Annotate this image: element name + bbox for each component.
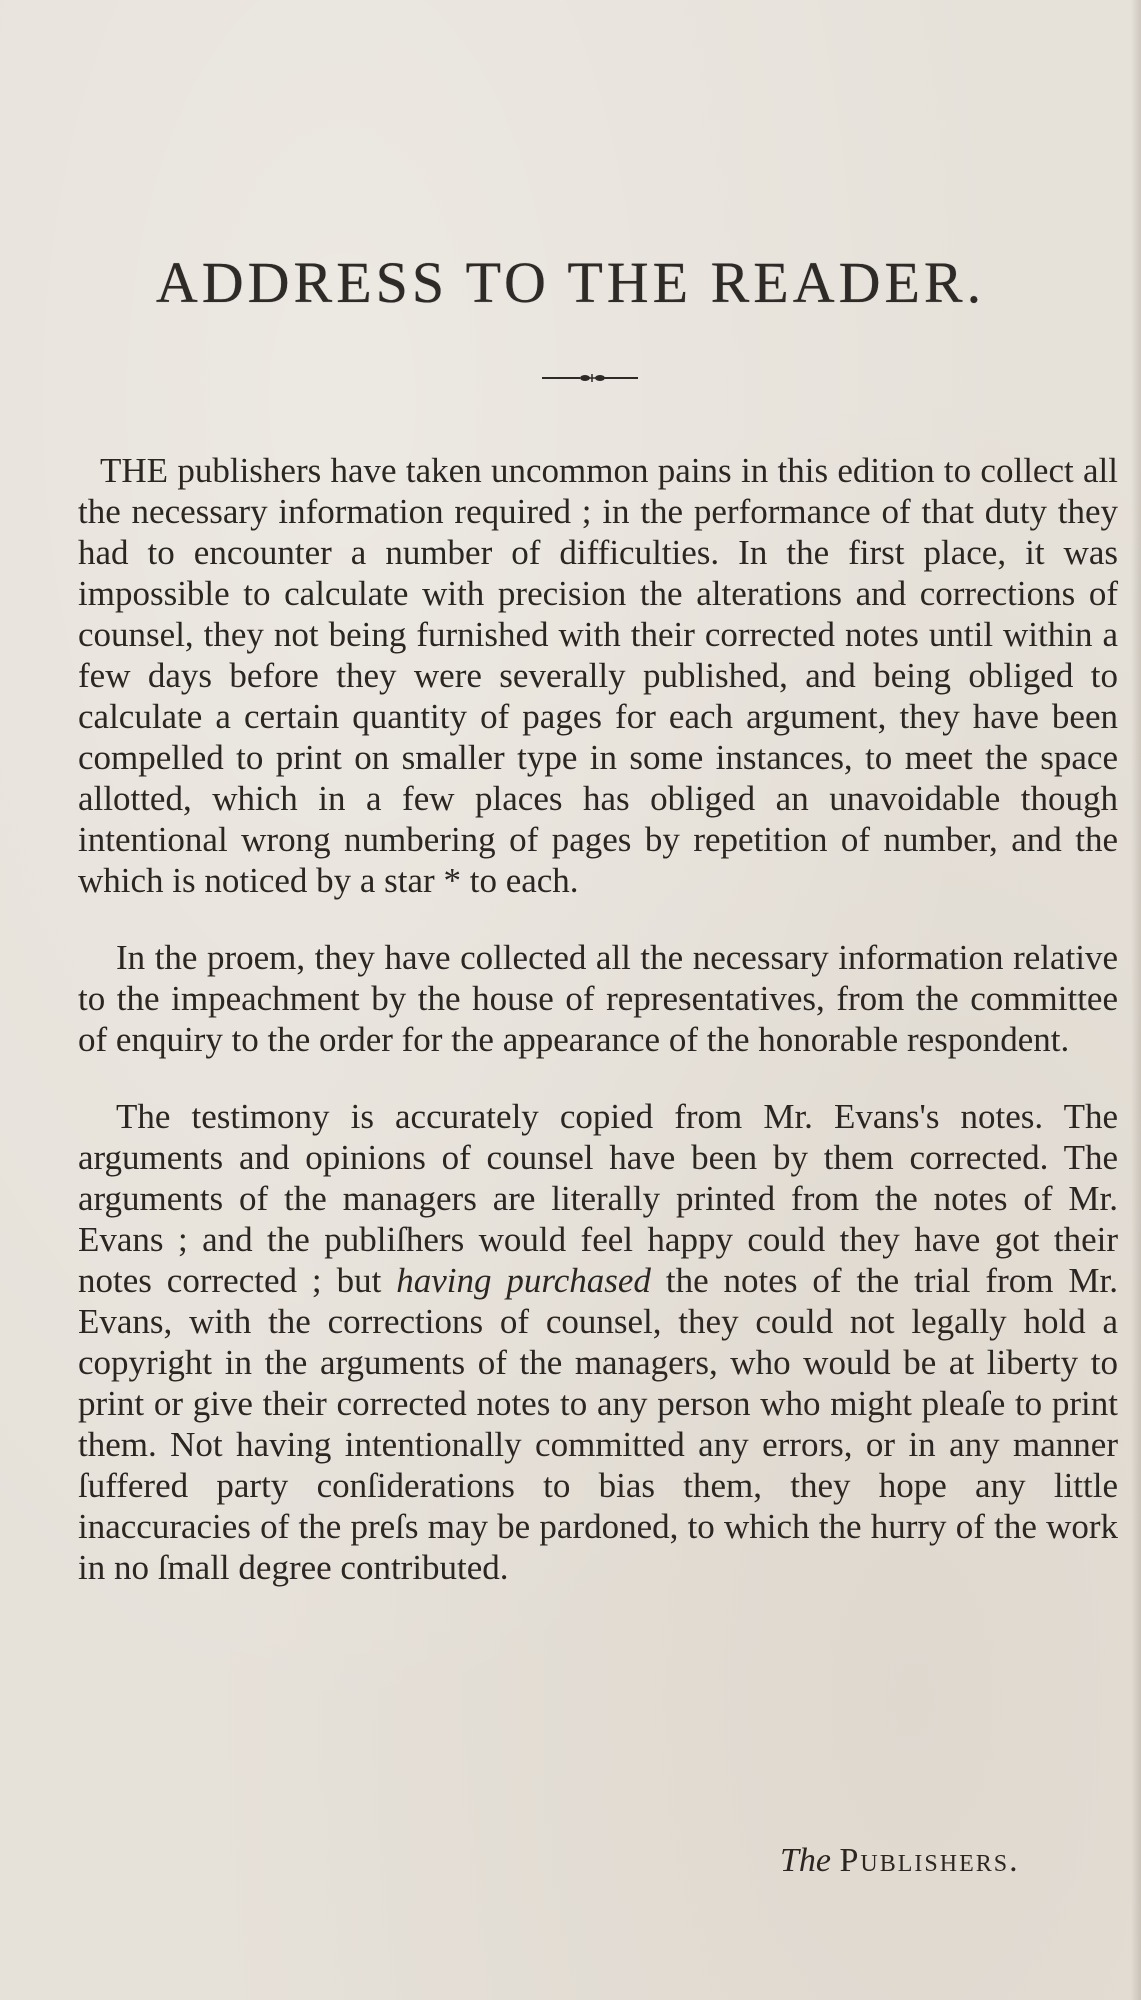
signature-name: Publishers. <box>839 1842 1020 1879</box>
signature <box>780 1842 1020 1880</box>
paragraph-3-italic: having purchased <box>396 1261 651 1300</box>
paragraph-2: In the proem, they have collected all the necessary information relative to the impeachment by the house of representatives, from the committee of enquiry to the order for the appearance of the honorable respondent. <box>78 938 1118 1059</box>
page-title: ADDRESS TO THE READER. <box>155 249 986 315</box>
body-text <box>78 450 1118 1588</box>
paragraph-1: THE publishers have taken uncommon pains in this edition to collect all the necessary information required ; in the performance of that duty they had to encounter a number of difficulties. In the first place, it was impossible to calculate with precision the alterations and corrections of counsel, they not being furnished with their corrected notes until within a few days before they were severally published, and being obliged to calculate a certain quantity of pages for each argument, they have been compelled to print on smaller type in some instances, to meet the space allotted, which in a few places has obliged an unavoidable though intentional wrong numbering of pages by repetition of number, and the which is noticed by a star * to each. <box>78 451 1118 900</box>
paragraph-3 <box>78 1096 1118 1588</box>
ornament-divider <box>540 372 640 384</box>
paragraph-3-part-1: The testimony is accurately copied from Mr. Evans's notes. The arguments and opinions of counsel have been by them corrected. The arguments of the managers are literally printed from the notes of Mr. Evans ; and the publiſhers would feel happy could they have got their notes corrected ; but <box>78 1097 1118 1300</box>
paragraph-3-part-2: the notes of the trial from Mr. Evans, with the corrections of counsel, they could not legally hold a copyright in the arguments of the managers, who would be at liberty to print or give their corrected notes to any person who might pleaſe to print them. Not having intentionally committed any errors, or in any manner ſuffered party conſiderations to bias them, they hope any little inaccuracies of the preſs may be pardoned, to which the hurry of the work in no ſmall degree contributed. <box>78 1261 1118 1587</box>
signature-the: The <box>780 1842 831 1879</box>
